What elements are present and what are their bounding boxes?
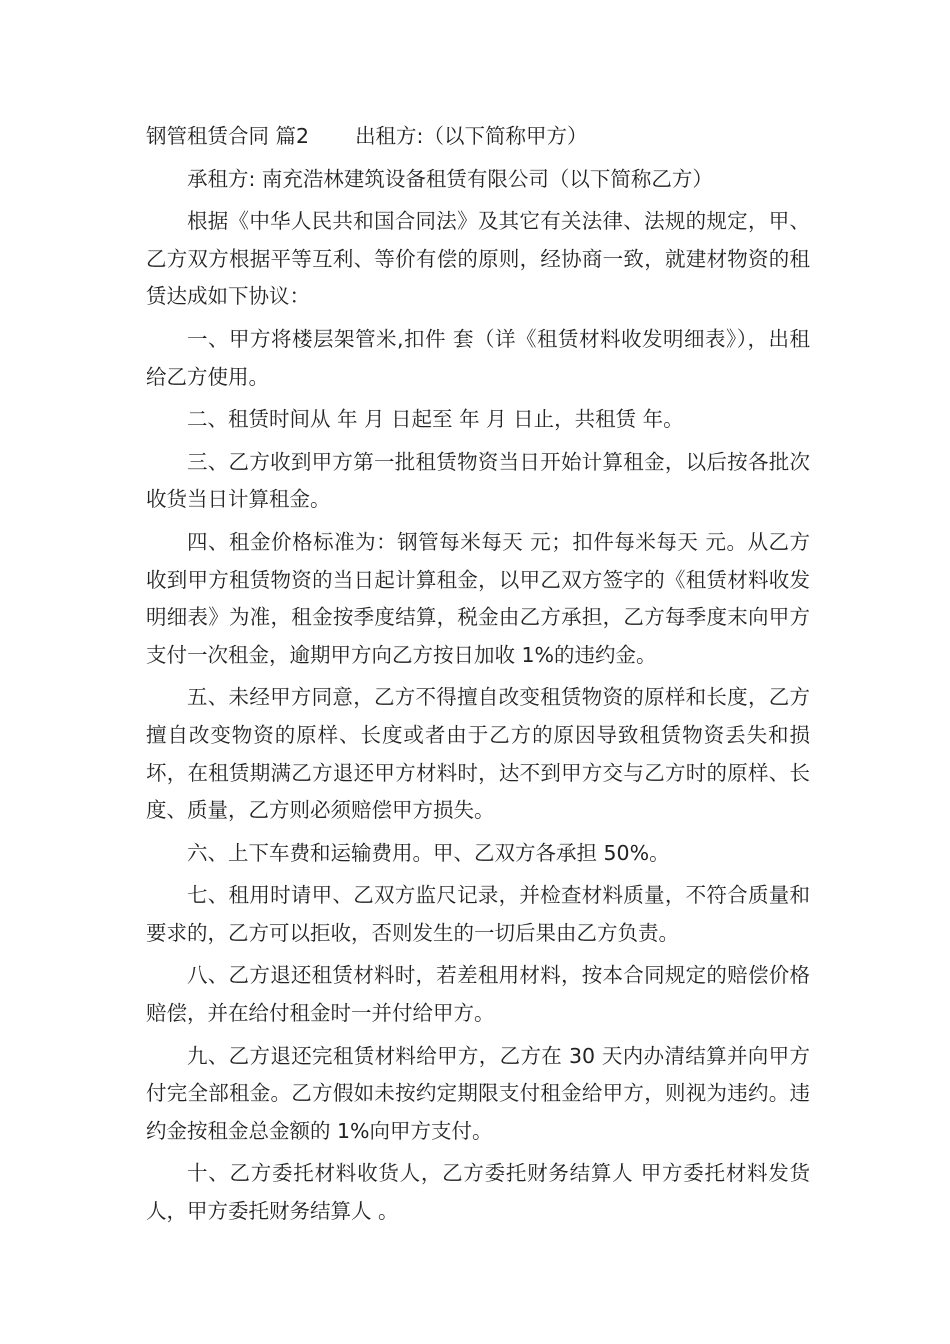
clause-4: 四、租金价格标准为：钢管每米每天 元；扣件每米每天 元。从乙方收到甲方租赁物资的当日起计算租金，以甲乙双方签字的《租赁材料收发明细表》为准，租金按季度结算，税金由乙方承担，乙方每季度末向甲方支付一次租金，逾期甲方向乙方按日加收 1%的违约金。 bbox=[146, 529, 810, 667]
clause-1: 一、甲方将楼层架管米,扣件 套（详《租赁材料收发明细表》），出租给乙方使用。 bbox=[146, 326, 810, 389]
lessor-line: 出租方:（以下简称甲方） bbox=[355, 124, 588, 148]
clause-6: 六、上下车费和运输费用。甲、乙双方各承担 50%。 bbox=[187, 840, 670, 865]
contract-body bbox=[146, 118, 810, 1236]
header-line bbox=[146, 118, 810, 156]
clause-9: 九、乙方退还完租赁材料给甲方，乙方在 30 天内办清结算并向甲方付完全部租金。乙方假如未按约定期限支付租金给甲方，则视为违约。违约金按租金总金额的 1%向甲方支付。 bbox=[146, 1043, 810, 1143]
clause-3: 三、乙方收到甲方第一批租赁物资当日开始计算租金，以后按各批次收货当日计算租金。 bbox=[146, 449, 810, 512]
clause-7: 七、租用时请甲、乙双方监尺记录，并检查材料质量，不符合质量和要求的，乙方可以拒收，否则发生的一切后果由乙方负责。 bbox=[146, 883, 810, 945]
clause-10: 十、乙方委托材料收货人，乙方委托财务结算人 甲方委托材料发货人，甲方委托财务结算人 。 bbox=[146, 1161, 810, 1224]
clause-5: 五、未经甲方同意，乙方不得擅自改变租赁物资的原样和长度，乙方擅自改变物资的原样、长度或者由于乙方的原因导致租赁物资丢失和损坏，在租赁期满乙方退还甲方材料时，达不到甲方交与乙方时的原样、长度、质量，乙方则必须赔偿甲方损失。 bbox=[146, 685, 810, 823]
clause-8: 八、乙方退还租赁材料时，若差租用材料，按本合同规定的赔偿价格赔偿，并在给付租金时一并付给甲方。 bbox=[146, 963, 810, 1026]
lessee-line: 承租方: 南充浩林建筑设备租赁有限公司（以下简称乙方） bbox=[187, 166, 713, 191]
preamble-paragraph: 根据《中华人民共和国合同法》及其它有关法律、法规的规定，甲、乙方双方根据平等互利、等价有偿的原则，经协商一致，就建材物资的租赁达成如下协议： bbox=[146, 209, 810, 309]
contract-title: 钢管租赁合同 篇2 bbox=[146, 124, 310, 148]
clause-2: 二、租赁时间从 年 月 日起至 年 月 日止，共租赁 年。 bbox=[187, 407, 684, 432]
